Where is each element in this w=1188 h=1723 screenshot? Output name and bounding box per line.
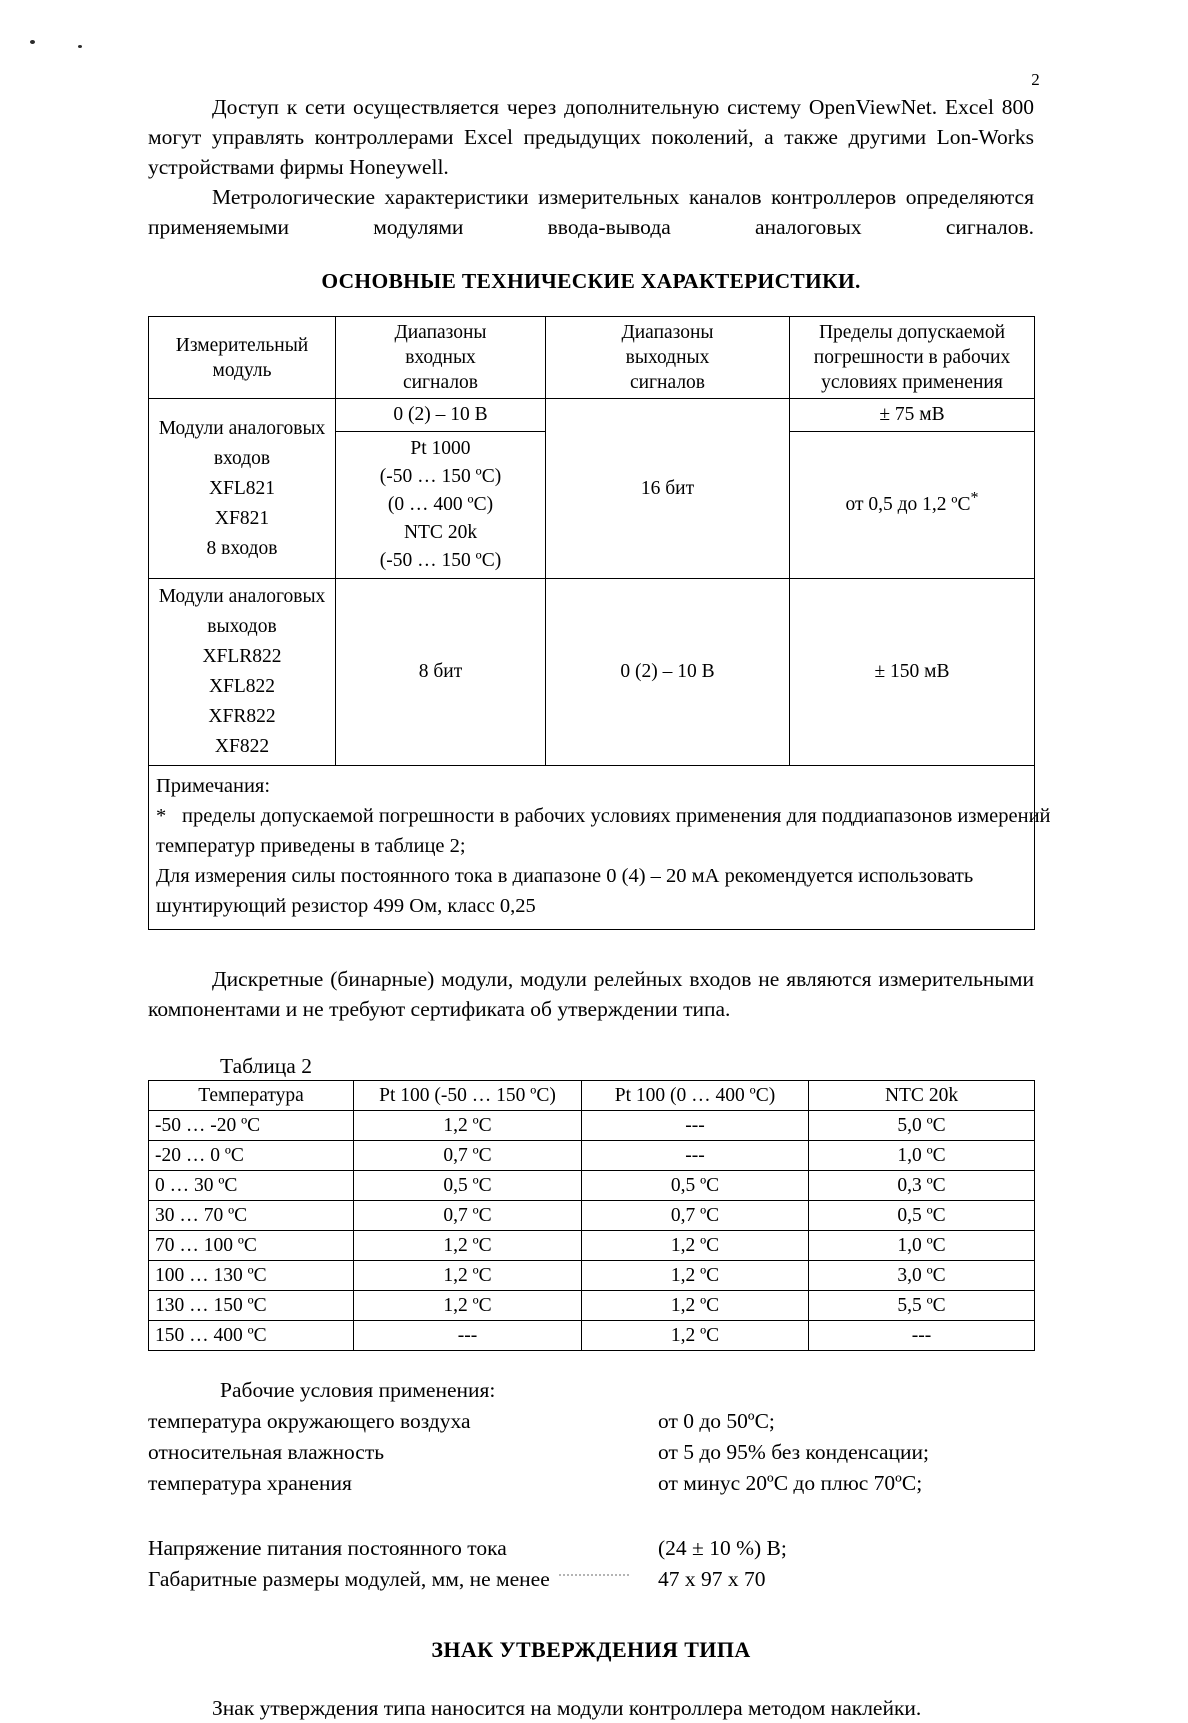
condition-value-ambient-temperature: от 0 до 50ºС; <box>658 1409 775 1433</box>
module-line: XFL821 <box>208 477 276 499</box>
header-ntc20k: NTC 20k <box>809 1081 1035 1111</box>
cell-output-input-resolution: 8 бит <box>336 579 546 766</box>
header-line: Диапазоны <box>394 322 487 343</box>
table2-header-row <box>149 1081 1035 1111</box>
range-line: (-50 … 150 ºС) <box>379 550 502 571</box>
module-line: XF822 <box>214 736 270 757</box>
approval-mark-title: ЗНАК УТВЕРЖДЕНИЯ ТИПА <box>431 1637 751 1662</box>
cell-ntc20k: 5,5 ºС <box>809 1291 1035 1321</box>
header-line: входных <box>405 347 476 368</box>
cell-pt100-high: 1,2 ºС <box>582 1261 809 1291</box>
range-line: (-50 … 150 ºС) <box>379 466 502 487</box>
range-line: (0 … 400 ºС) <box>387 494 494 515</box>
spec-label-supply-voltage: Напряжение питания постоянного тока <box>148 1536 507 1560</box>
error-temperature-value: от 0,5 до 1,2 ºС <box>845 494 971 515</box>
header-line: погрешности в рабочих <box>813 347 1011 368</box>
cell-pt100-high: 1,2 ºС <box>582 1231 809 1261</box>
table-row-notes <box>149 766 1035 930</box>
page-number: 2 <box>1031 70 1040 89</box>
table-row <box>149 1261 1035 1291</box>
specifications-table <box>148 316 1051 930</box>
header-error-limits <box>790 317 1035 399</box>
cell-pt100-low: 1,2 ºС <box>354 1111 582 1141</box>
table2-caption: Таблица 2 <box>220 1054 312 1078</box>
intro-paragraph-2: Метрологические характеристики измерительных каналов контроллеров определяются применяемыми модулями ввода-вывода аналоговых сигналов. <box>148 185 1034 239</box>
cell-ntc20k: 3,0 ºС <box>809 1261 1035 1291</box>
table-row <box>149 1201 1035 1231</box>
operating-conditions-heading: Рабочие условия применения: <box>220 1378 496 1402</box>
header-line: Диапазоны <box>621 322 714 343</box>
cell-input-output-resolution: 16 бит <box>546 399 790 579</box>
cell-pt100-low: 0,5 ºС <box>354 1171 582 1201</box>
module-line: 8 входов <box>206 537 278 559</box>
cell-temperature-range: 100 … 130 ºС <box>149 1261 354 1291</box>
cell-temperature-range: 0 … 30 ºС <box>149 1171 354 1201</box>
cell-pt100-high: 0,7 ºС <box>582 1201 809 1231</box>
module-line: XFL822 <box>208 676 276 697</box>
condition-label-storage-temperature: температура хранения <box>148 1471 352 1495</box>
module-line: Модули аналоговых <box>158 586 326 607</box>
header-pt100-high: Pt 100 (0 … 400 ºС) <box>582 1081 809 1111</box>
header-line: сигналов <box>629 372 706 393</box>
table-row <box>149 1291 1035 1321</box>
cell-output-range: 0 (2) – 10 В <box>546 579 790 766</box>
table-row <box>149 1231 1035 1261</box>
intro-paragraph-1: Доступ к сети осуществляется через дополнительную систему OpenViewNet. Excel 800 могут управлять контроллерами Excel предыдущих поколений, а также другими Lon-Works устройствами фирмы Honeywell. <box>148 95 1034 179</box>
cell-pt100-low: 0,7 ºС <box>354 1141 582 1171</box>
spec-label-dimensions: Габаритные размеры модулей, мм, не менее <box>148 1567 550 1591</box>
header-line: Пределы допускаемой <box>818 322 1006 343</box>
table-row <box>149 1111 1035 1141</box>
header-temperature: Температура <box>149 1081 354 1111</box>
cell-pt100-low: 1,2 ºС <box>354 1291 582 1321</box>
operating-condition-row <box>148 1406 1034 1437</box>
module-line: XF821 <box>214 507 270 529</box>
scan-artifact-dot <box>30 40 35 44</box>
header-measuring-module <box>149 317 336 399</box>
header-line: выходных <box>625 347 710 368</box>
cell-pt100-high: 0,5 ºС <box>582 1171 809 1201</box>
table-row-analog-outputs <box>149 579 1035 766</box>
cell-analog-output-modules <box>149 579 336 766</box>
header-line: сигналов <box>402 372 479 393</box>
table-header-row <box>149 317 1035 399</box>
header-pt100-low: Pt 100 (-50 … 150 ºС) <box>354 1081 582 1111</box>
cell-pt100-high: --- <box>582 1111 809 1141</box>
spec-value-dimensions: 47 x 97 x 70 <box>658 1567 766 1591</box>
cell-ntc20k: 1,0 ºС <box>809 1141 1035 1171</box>
cell-ntc20k: 0,3 ºС <box>809 1171 1035 1201</box>
cell-pt100-high: 1,2 ºС <box>582 1291 809 1321</box>
condition-value-storage-temperature: от минус 20ºС до плюс 70ºС; <box>658 1471 923 1495</box>
module-line: выходов <box>207 616 277 637</box>
table-row <box>149 1171 1035 1201</box>
notes-title: Примечания: <box>156 775 271 797</box>
power-spec-row <box>148 1533 1034 1564</box>
power-spec-row <box>148 1564 1034 1595</box>
cell-temperature-range: 130 … 150 ºС <box>149 1291 354 1321</box>
condition-label-humidity: относительная влажность <box>148 1440 385 1464</box>
condition-label-ambient-temperature: температура окружающего воздуха <box>148 1409 471 1433</box>
cell-temperature-range: -20 … 0 ºС <box>149 1141 354 1171</box>
cell-temperature-range: -50 … -20 ºС <box>149 1111 354 1141</box>
cell-ntc20k: 5,0 ºС <box>809 1111 1035 1141</box>
temperature-error-table <box>148 1080 1035 1351</box>
cell-input-range-voltage: 0 (2) – 10 В <box>336 399 546 432</box>
notes-star: * <box>156 805 167 827</box>
cell-temperature-range: 30 … 70 ºС <box>149 1201 354 1231</box>
section-title: ОСНОВНЫЕ ТЕХНИЧЕСКИЕ ХАРАКТЕРИСТИКИ. <box>321 269 861 293</box>
approval-mark-paragraph: Знак утверждения типа наносится на модули контроллера методом наклейки. <box>212 1696 922 1720</box>
cell-error-voltage: ± 75 мВ <box>790 399 1035 432</box>
module-line: Модули аналоговых <box>158 417 326 439</box>
cell-pt100-low: --- <box>354 1321 582 1351</box>
spec-value-supply-voltage: (24 ± 10 %) В; <box>658 1536 787 1560</box>
table-row <box>149 1141 1035 1171</box>
footnote-asterisk: * <box>970 489 979 507</box>
notes-line-2: температур приведены в таблице 2; <box>156 835 466 857</box>
range-line: NTC 20k <box>403 522 478 543</box>
notes-line-1 <box>156 801 1051 831</box>
cell-pt100-high: --- <box>582 1141 809 1171</box>
table-row-analog-inputs-voltage <box>149 399 1035 432</box>
footer-scan-artifact <box>559 1574 629 1576</box>
condition-value-humidity: от 5 до 95% без конденсации; <box>658 1440 929 1464</box>
header-line: Измерительный <box>175 334 309 356</box>
module-line: входов <box>213 447 271 469</box>
cell-pt100-low: 0,7 ºС <box>354 1201 582 1231</box>
module-line: XFR822 <box>208 706 276 727</box>
cell-ntc20k: --- <box>809 1321 1035 1351</box>
header-line: условиях применения <box>821 372 1003 393</box>
cell-temperature-range: 150 … 400 ºС <box>149 1321 354 1351</box>
cell-error-temperature <box>790 432 1035 579</box>
cell-input-range-sensors <box>336 432 546 579</box>
operating-condition-row <box>148 1468 1034 1499</box>
cell-ntc20k: 1,0 ºС <box>809 1231 1035 1261</box>
cell-notes <box>149 766 1051 930</box>
notes-line-3: Для измерения силы постоянного тока в диапазоне 0 (4) – 20 мА рекомендуется использовать <box>156 865 974 887</box>
operating-condition-row <box>148 1437 1034 1468</box>
cell-pt100-low: 1,2 ºС <box>354 1231 582 1261</box>
page-content <box>148 92 1051 1723</box>
table-row <box>149 1321 1035 1351</box>
range-line: Pt 1000 <box>410 438 471 459</box>
cell-temperature-range: 70 … 100 ºС <box>149 1231 354 1261</box>
header-line: модуль <box>212 359 272 381</box>
notes-line-4: шунтирующий резистор 499 Ом, класс 0,25 <box>156 895 536 917</box>
cell-ntc20k: 0,5 ºС <box>809 1201 1035 1231</box>
header-input-ranges <box>336 317 546 399</box>
notes-line-1-text: пределы допускаемой погрешности в рабочих условиях применения для поддиапазонов измерений <box>182 805 1051 827</box>
header-output-ranges <box>546 317 790 399</box>
cell-pt100-low: 1,2 ºС <box>354 1261 582 1291</box>
cell-output-error: ± 150 мВ <box>790 579 1035 766</box>
discrete-modules-paragraph: Дискретные (бинарные) модули, модули релейных входов не являются измерительными компонентами и не требуют сертификата об утверждении типа. <box>148 967 1034 1021</box>
scan-artifact-dot <box>78 45 82 48</box>
cell-analog-input-modules <box>149 399 336 579</box>
cell-pt100-high: 1,2 ºС <box>582 1321 809 1351</box>
module-line: XFLR822 <box>202 646 282 667</box>
